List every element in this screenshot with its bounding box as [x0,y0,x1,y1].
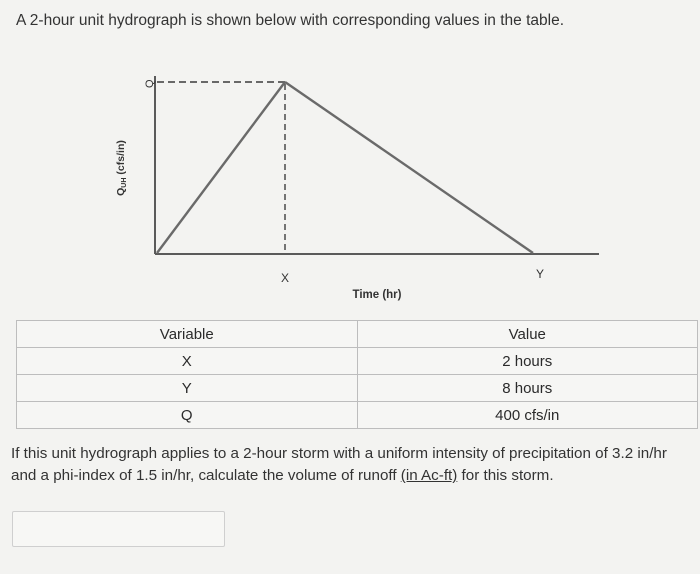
question-main: If this unit hydrograph applies to a 2-hour storm with a uniform intensity of precipitation of 3.2 in/hr and a phi-index of 1.5 in/hr, calculate the volume of runoff [11,445,667,484]
y-axis-label [115,140,128,196]
cell-value: 8 hours [357,375,697,402]
table-row [17,402,698,429]
answer-input[interactable] [12,511,225,547]
question-text [11,443,696,487]
rising-limb [157,82,285,253]
y-axis-label-q: Q [115,187,127,196]
values-table [16,320,698,429]
cell-variable: X [17,348,358,375]
falling-limb [285,82,533,253]
table-row [17,348,698,375]
y-axis-label-unit: (cfs/in) [115,140,127,175]
header-value: Value [357,321,697,348]
cell-variable: Q [17,402,358,429]
x-axis-label: Time (hr) [352,289,402,301]
question-tail: for this storm. [457,467,554,484]
cell-value: 400 cfs/in [357,402,697,429]
header-variable: Variable [17,321,358,348]
x-end-label: Y [535,267,545,281]
table-header-row [17,321,698,348]
cell-variable: Y [17,375,358,402]
question-units: (in Ac-ft) [400,467,458,484]
peak-q-label: Q [144,79,156,88]
table-row [17,375,698,402]
y-axis-label-sub: UH [121,177,128,188]
prompt-text: A 2-hour unit hydrograph is shown below with corresponding values in the table. [16,12,564,29]
x-peak-label: X [280,271,290,285]
cell-value: 2 hours [357,348,697,375]
